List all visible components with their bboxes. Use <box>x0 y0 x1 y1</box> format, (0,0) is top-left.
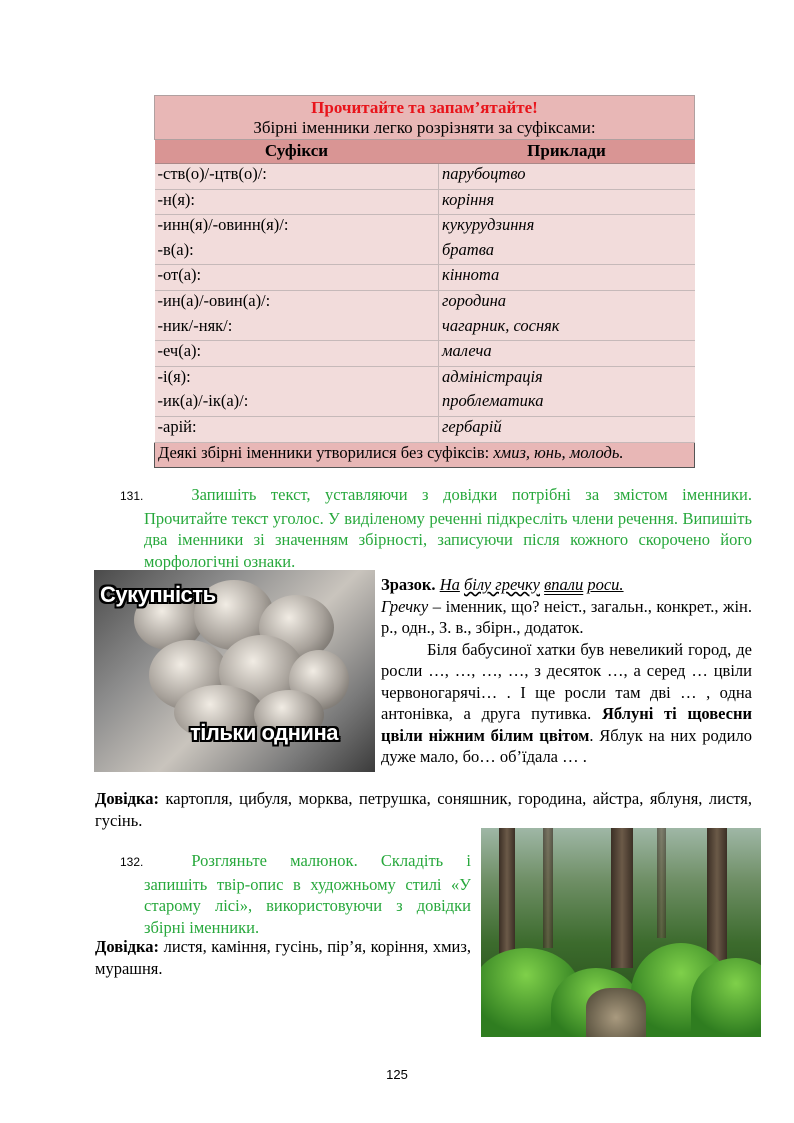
story-bold-sentence: Яблуні ті щовесни цвіли ніжним білим цвітом <box>381 704 752 745</box>
example-cell: коріння <box>439 189 695 215</box>
example-cell: братва <box>439 240 695 265</box>
suffix-cell: -н(я): <box>155 189 439 215</box>
meme-caption-top: Сукупність <box>100 582 216 607</box>
sample-word-4: роси. <box>587 575 624 594</box>
rule-table <box>154 95 695 468</box>
table-row <box>155 291 695 316</box>
suffix-cell: -еч(а): <box>155 341 439 367</box>
table-row <box>155 164 695 190</box>
rule-footer-text: Деякі збірні іменники утворилися без суфіксів: <box>158 442 494 462</box>
analysis-text: – іменник, що? неіст., загальн., конкрет., жін. р., одн., З. в., збірн., додаток. <box>381 596 752 637</box>
column-header-examples: Приклади <box>439 140 695 164</box>
story-text-2: . Яблук на них родило дуже мало, бо… об’їдала … . <box>381 725 752 766</box>
table-row <box>155 316 695 341</box>
hint-label: Довідка: <box>95 937 160 956</box>
rule-header <box>155 96 695 140</box>
example-cell: гербарій <box>439 417 695 443</box>
suffix-cell: -ин(а)/-овин(а)/: <box>155 291 439 316</box>
example-cell: проблематика <box>439 391 695 416</box>
sample-word-2: білу гречку <box>463 575 540 594</box>
rule-subtitle: Збірні іменники легко розрізняти за суфіксами: <box>253 117 596 137</box>
example-cell: кіннота <box>439 265 695 291</box>
exercise-131-hint <box>95 788 752 831</box>
forest-image <box>481 828 761 1037</box>
suffix-cell: -ник/-няк/: <box>155 316 439 341</box>
example-cell: кукурудзиння <box>439 215 695 240</box>
suffix-cell: -в(а): <box>155 240 439 265</box>
example-cell: парубоцтво <box>439 164 695 190</box>
exercise-131-instruction: Запишіть текст, уставляючи з довідки потрібні за змістом іменники. Прочитайте текст уголос. У виділеному реченні підкресліть члени речення. Випишіть два іменники зі значенням збірності, записуючи після кожного скорочено його морфологічні ознаки. <box>144 485 752 571</box>
suffix-cell: -ик(а)/-ік(а)/: <box>155 391 439 416</box>
example-cell: городина <box>439 291 695 316</box>
exercise-132-instruction: Розгляньте малюнок. Складіть і запишіть твір-опис в художньому стилі «У старому лісі», використовуючи з довідки збірні іменники. <box>144 851 471 937</box>
sample-word-1: На <box>439 575 460 594</box>
rule-footer <box>155 442 695 467</box>
rule-footer-examples: хмиз, юнь, молодь. <box>493 442 624 462</box>
sample-and-text <box>381 574 752 768</box>
example-cell: малеча <box>439 341 695 367</box>
exercise-131-task <box>120 484 752 572</box>
hint-words: картопля, цибуля, морква, петрушка, соняшник, городина, айстра, яблуня, листя, гусінь. <box>95 789 752 830</box>
exercise-number: 131. <box>120 489 144 503</box>
suffix-cell: -инн(я)/-овинн(я)/: <box>155 215 439 240</box>
table-row <box>155 391 695 416</box>
example-cell: чагарник, сосняк <box>439 316 695 341</box>
rule-title: Прочитайте та запам’ятайте! <box>311 98 538 117</box>
exercise-number: 132. <box>120 855 144 869</box>
table-row <box>155 265 695 291</box>
sample-label: Зразок. <box>381 575 436 594</box>
suffix-cell: -ств(о)/-цтв(о)/: <box>155 164 439 190</box>
table-row <box>155 341 695 367</box>
story-text-1: Біля бабусиної хатки був невеликий город, де росли …, …, …, …, з десяток …, а серед … цвіли червоногарячі… . І ще росли там дві … , одна антонівка, а друга путивка. <box>381 639 752 723</box>
table-row <box>155 240 695 265</box>
table-row <box>155 417 695 443</box>
column-header-suffixes: Суфікси <box>155 140 439 164</box>
hint-label: Довідка: <box>95 789 160 808</box>
exercise-132-hint <box>95 936 471 979</box>
analysis-word: Гречку <box>381 596 429 616</box>
page-number: 125 <box>386 1067 408 1082</box>
suffix-cell: -і(я): <box>155 366 439 391</box>
suffix-cell: -от(а): <box>155 265 439 291</box>
example-cell: адміністрація <box>439 366 695 391</box>
hint-words: листя, каміння, гусінь, пір’я, коріння, хмиз, мурашня. <box>95 937 471 978</box>
meme-caption-bottom: тільки однина <box>190 720 338 745</box>
table-row <box>155 215 695 240</box>
exercise-132-task <box>120 850 471 938</box>
suffix-cell: -арій: <box>155 417 439 443</box>
sample-word-3: впали <box>544 575 584 594</box>
kittens-meme-image <box>94 570 375 772</box>
table-row <box>155 189 695 215</box>
table-row <box>155 366 695 391</box>
